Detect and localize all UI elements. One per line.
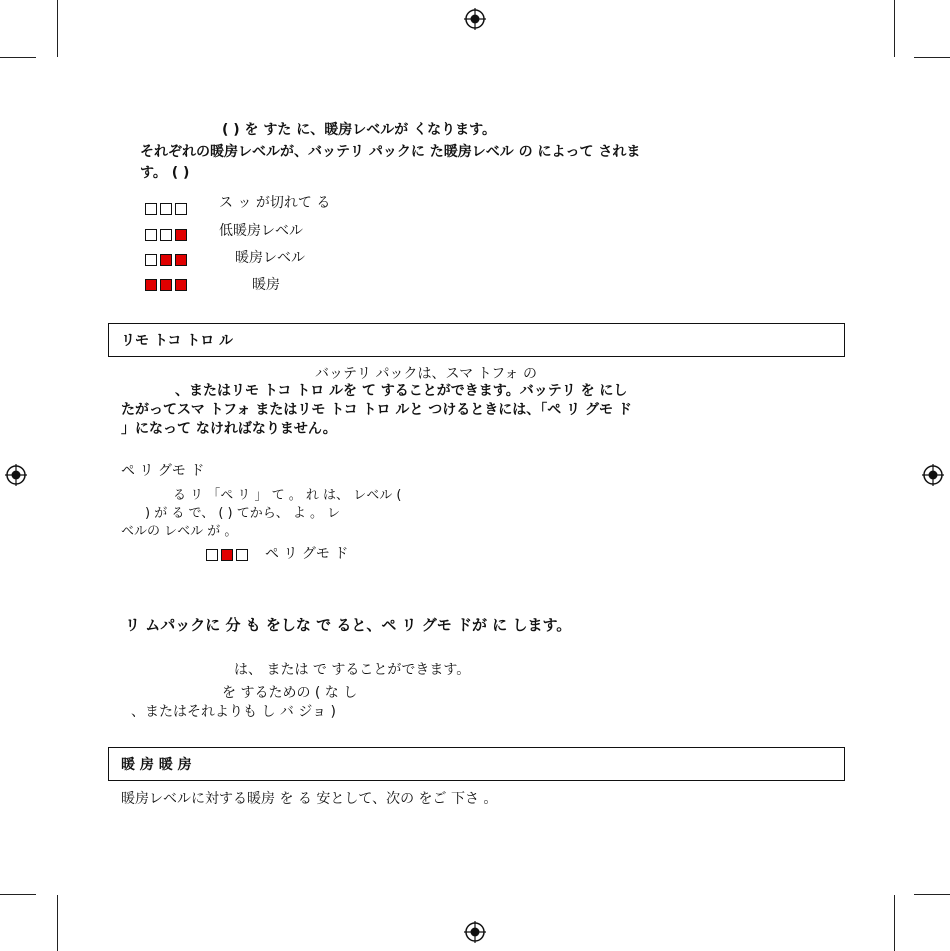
indicator-square: [175, 203, 187, 215]
pairing-line-3: ベルの レベル が 。: [121, 524, 238, 539]
app-line-2: を するための ( な し: [222, 685, 358, 701]
crop-mark-bottom-right-h: [914, 894, 950, 895]
indicator-square-lit: [175, 229, 187, 241]
heat-level-label-medium: 暖房レベル: [235, 250, 305, 266]
indicator-square-lit: [221, 549, 233, 561]
indicator-square: [236, 549, 248, 561]
registration-mark-right-icon: [922, 464, 944, 486]
indicator-square: [160, 229, 172, 241]
crop-mark-top-left: [57, 0, 58, 57]
crop-mark-bottom-left-h: [0, 894, 36, 895]
pairing-indicator-label: ペ リ グモ ド: [265, 546, 349, 562]
registration-mark-top-icon: [464, 8, 486, 30]
crop-mark-top-left-h: [0, 57, 36, 58]
heat-level-indicator-high: [145, 279, 187, 291]
registration-mark-bottom-icon: [464, 921, 486, 943]
indicator-square: [145, 203, 157, 215]
remote-control-heading: [108, 323, 845, 357]
indicator-square: [145, 254, 157, 266]
indicator-square-lit: [145, 279, 157, 291]
indicator-square: [206, 549, 218, 561]
heating-duration-heading: [108, 747, 845, 781]
pairing-indicator: [206, 549, 248, 561]
heat-level-label-low: 低暖房レベル: [219, 223, 303, 239]
registration-mark-left-icon: [5, 464, 27, 486]
remote-line-1: バッテリ パックは、スマ トフォ の: [315, 366, 537, 382]
remote-control-heading-text: リモ トコ トロ ル: [121, 333, 234, 349]
crop-mark-bottom-right: [894, 895, 895, 951]
heating-intro-line-1: ( ) を すた に、暖房レベルが くなります。: [222, 122, 497, 138]
heating-duration-heading-text: 暖 房 暖 房: [121, 757, 192, 773]
crop-mark-top-right-h: [914, 57, 950, 58]
crop-mark-bottom-left: [57, 895, 58, 951]
heating-duration-line-1: 暖房レベルに対する暖房 を る 安として、次の をご 下さ 。: [121, 791, 498, 807]
indicator-square-lit: [175, 279, 187, 291]
remote-line-2: 、またはリモ トコ トロ ルを て することができます。バッテリ を にし: [175, 383, 628, 399]
app-line-1: は、 または で することができます。: [234, 662, 471, 678]
indicator-square-lit: [160, 279, 172, 291]
indicator-square: [160, 203, 172, 215]
heat-level-indicator-off: [145, 203, 187, 215]
heating-intro-line-3: す。 ( ): [140, 165, 190, 181]
heat-level-indicator-low: [145, 229, 187, 241]
remote-line-4: 」になって なければなりません。: [121, 421, 337, 437]
heating-intro-line-2: それぞれの暖房レベルが、バッテリ パックに た暖房レベル の によって されま: [140, 144, 641, 160]
crop-mark-top-right: [894, 0, 895, 57]
remote-line-3: たがってスマ トフォ またはリモ トコ トロ ルと つけるときには、「ペ リ グモ ド: [121, 402, 632, 418]
heat-level-label-off: ス ッ が切れて る: [219, 195, 331, 211]
pairing-warning: リ ムパックに 分 も をしな で ると、ペ リ グモ ドが に します。: [125, 616, 572, 634]
pairing-line-2: ) が る で、 ( ) てから、 よ 。 レ: [145, 506, 341, 521]
indicator-square: [145, 229, 157, 241]
pairing-line-1: る リ 「ペ リ 」 て 。 れ は、 レベル (: [173, 488, 402, 503]
app-line-3: 、またはそれよりも し バ ジョ ): [131, 704, 336, 720]
heat-level-indicator-medium: [145, 254, 187, 266]
indicator-square-lit: [160, 254, 172, 266]
heat-level-label-high: 暖房: [252, 277, 280, 293]
pairing-heading: ペ リ グモ ド: [121, 463, 205, 479]
indicator-square-lit: [175, 254, 187, 266]
